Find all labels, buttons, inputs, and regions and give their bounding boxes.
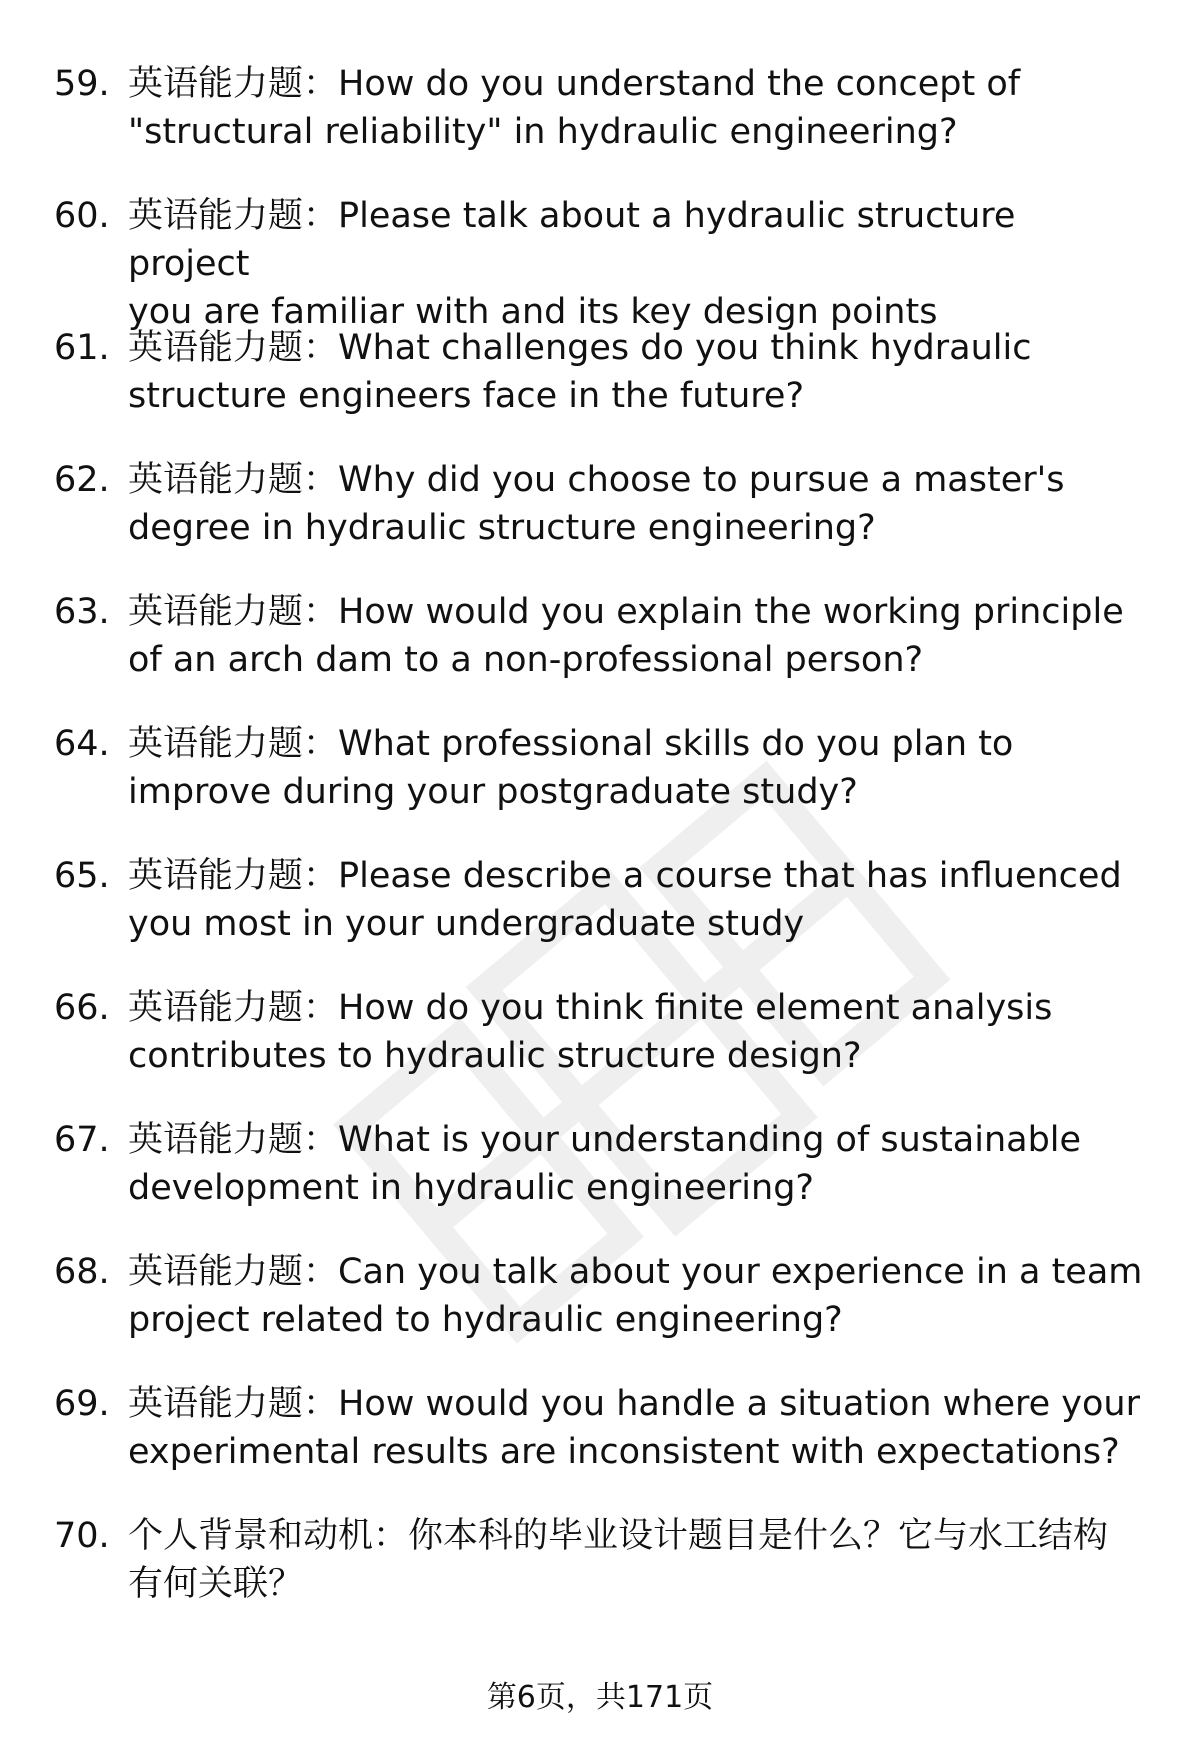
question-text: 英语能力题：Please talk about a hydraulic structure project you are familiar with and its key design points bbox=[128, 196, 1016, 332]
question-number: 61. bbox=[54, 328, 110, 368]
question-number: 60. bbox=[54, 196, 110, 236]
list-item bbox=[0, 720, 1200, 852]
question-text: 英语能力题：How would you explain the working principle of an arch dam to a non-professional person? bbox=[128, 592, 1124, 680]
page-footer: 第6页，共171页 bbox=[486, 1680, 714, 1715]
list-item bbox=[0, 456, 1200, 588]
question-number: 70. bbox=[54, 1516, 110, 1556]
list-item bbox=[0, 588, 1200, 720]
question-list bbox=[0, 60, 1200, 1644]
list-item bbox=[0, 324, 1200, 456]
question-text: 个人背景和动机：你本科的毕业设计题目是什么？它与水工结构 有何关联？ bbox=[128, 1516, 1109, 1604]
question-number: 67. bbox=[54, 1120, 110, 1160]
question-text: 英语能力题：Why did you choose to pursue a master's degree in hydraulic structure engineering? bbox=[128, 460, 1065, 548]
list-item bbox=[0, 984, 1200, 1116]
question-text: 英语能力题：What is your understanding of sustainable development in hydraulic engineering? bbox=[128, 1120, 1082, 1208]
list-item bbox=[0, 1116, 1200, 1248]
list-item bbox=[0, 852, 1200, 984]
question-number: 68. bbox=[54, 1252, 110, 1292]
question-number: 65. bbox=[54, 856, 110, 896]
question-number: 59. bbox=[54, 64, 110, 104]
question-text: 英语能力题：What challenges do you think hydraulic structure engineers face in the future? bbox=[128, 328, 1032, 416]
question-text: 英语能力题：Please describe a course that has influenced you most in your undergraduate study bbox=[128, 856, 1122, 944]
question-number: 66. bbox=[54, 988, 110, 1028]
list-item bbox=[0, 192, 1200, 332]
list-item bbox=[0, 1512, 1200, 1644]
question-number: 63. bbox=[54, 592, 110, 632]
question-text: 英语能力题：How would you handle a situation where your experimental results are inconsistent with expectations? bbox=[128, 1384, 1140, 1472]
question-number: 62. bbox=[54, 460, 110, 500]
question-text: 英语能力题：Can you talk about your experience in a team project related to hydraulic engineering? bbox=[128, 1252, 1143, 1340]
question-text: 英语能力题：How do you think finite element analysis contributes to hydraulic structure design? bbox=[128, 988, 1053, 1076]
question-text: 英语能力题：How do you understand the concept of "structural reliability" in hydraulic engineering? bbox=[128, 64, 1021, 152]
question-number: 69. bbox=[54, 1384, 110, 1424]
question-number: 64. bbox=[54, 724, 110, 764]
list-item bbox=[0, 1248, 1200, 1380]
list-item bbox=[0, 1380, 1200, 1512]
list-item bbox=[0, 60, 1200, 192]
question-text: 英语能力题：What professional skills do you plan to improve during your postgraduate study? bbox=[128, 724, 1014, 812]
